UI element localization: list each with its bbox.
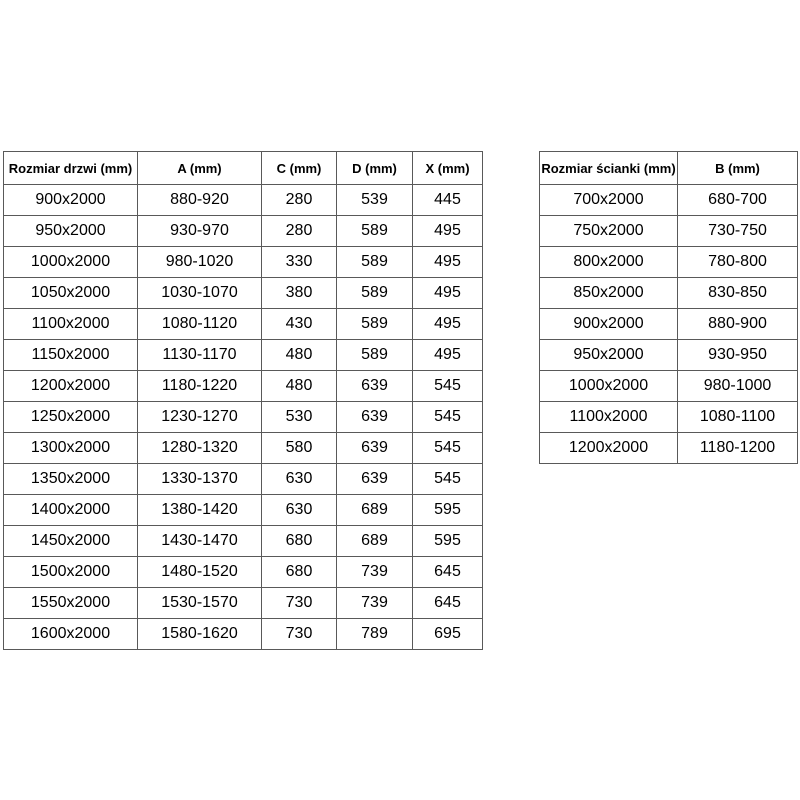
table-cell: 495 [413, 216, 483, 247]
table-cell: 545 [413, 371, 483, 402]
table-cell: 1100x2000 [540, 402, 678, 433]
table-cell: 495 [413, 247, 483, 278]
table-cell: 589 [337, 247, 413, 278]
table-cell: 580 [262, 433, 337, 464]
table-cell: 589 [337, 278, 413, 309]
table-cell: 645 [413, 557, 483, 588]
table-row [4, 557, 483, 588]
table-cell: 545 [413, 433, 483, 464]
table-cell: 595 [413, 495, 483, 526]
table-cell: 595 [413, 526, 483, 557]
table-cell: 495 [413, 309, 483, 340]
table-cell: 1550x2000 [4, 588, 138, 619]
table-cell: 730 [262, 588, 337, 619]
table-cell: 680 [262, 526, 337, 557]
table-row [4, 402, 483, 433]
table-cell: 930-950 [678, 340, 798, 371]
table-cell: 1000x2000 [540, 371, 678, 402]
table-row [4, 371, 483, 402]
table-row [4, 433, 483, 464]
table-cell: 680 [262, 557, 337, 588]
table-cell: 545 [413, 464, 483, 495]
table-cell: 1230-1270 [138, 402, 262, 433]
table-cell: 1480-1520 [138, 557, 262, 588]
table-row [4, 588, 483, 619]
table-cell: 930-970 [138, 216, 262, 247]
table-cell: 739 [337, 588, 413, 619]
table-cell: 1250x2000 [4, 402, 138, 433]
table-row [4, 216, 483, 247]
table-cell: 1280-1320 [138, 433, 262, 464]
table-cell: 1580-1620 [138, 619, 262, 650]
table-row [540, 340, 798, 371]
table-cell: 1430-1470 [138, 526, 262, 557]
table-cell: 1450x2000 [4, 526, 138, 557]
column-header: Rozmiar ścianki (mm) [540, 152, 678, 185]
table-cell: 980-1000 [678, 371, 798, 402]
table-cell: 750x2000 [540, 216, 678, 247]
table-cell: 280 [262, 185, 337, 216]
table-row [4, 340, 483, 371]
table-cell: 850x2000 [540, 278, 678, 309]
table-cell: 830-850 [678, 278, 798, 309]
table-cell: 695 [413, 619, 483, 650]
table-cell: 730 [262, 619, 337, 650]
table-cell: 680-700 [678, 185, 798, 216]
table-row [540, 216, 798, 247]
table-cell: 1030-1070 [138, 278, 262, 309]
table-cell: 1200x2000 [540, 433, 678, 464]
table-cell: 495 [413, 278, 483, 309]
table-cell: 880-920 [138, 185, 262, 216]
table-cell: 1380-1420 [138, 495, 262, 526]
column-header: D (mm) [337, 152, 413, 185]
table-cell: 589 [337, 216, 413, 247]
column-header: Rozmiar drzwi (mm) [4, 152, 138, 185]
table-cell: 589 [337, 340, 413, 371]
table-cell: 589 [337, 309, 413, 340]
table-cell: 900x2000 [540, 309, 678, 340]
table-cell: 1200x2000 [4, 371, 138, 402]
table-cell: 739 [337, 557, 413, 588]
table-cell: 1180-1200 [678, 433, 798, 464]
table-cell: 900x2000 [4, 185, 138, 216]
table-cell: 700x2000 [540, 185, 678, 216]
table-row [540, 278, 798, 309]
table-cell: 950x2000 [540, 340, 678, 371]
table-cell: 1600x2000 [4, 619, 138, 650]
table-cell: 730-750 [678, 216, 798, 247]
table-cell: 800x2000 [540, 247, 678, 278]
table-cell: 280 [262, 216, 337, 247]
table-row [540, 402, 798, 433]
table-cell: 330 [262, 247, 337, 278]
table-row [4, 526, 483, 557]
table-cell: 645 [413, 588, 483, 619]
table-cell: 530 [262, 402, 337, 433]
column-header: A (mm) [138, 152, 262, 185]
table-cell: 1530-1570 [138, 588, 262, 619]
table-cell: 1080-1100 [678, 402, 798, 433]
table-cell: 1330-1370 [138, 464, 262, 495]
table-cell: 539 [337, 185, 413, 216]
header-row [4, 152, 483, 185]
table-row [540, 185, 798, 216]
table-cell: 1300x2000 [4, 433, 138, 464]
table-row [4, 185, 483, 216]
column-header: C (mm) [262, 152, 337, 185]
table-cell: 880-900 [678, 309, 798, 340]
column-header: X (mm) [413, 152, 483, 185]
table-cell: 789 [337, 619, 413, 650]
table-cell: 950x2000 [4, 216, 138, 247]
table-cell: 639 [337, 402, 413, 433]
table-row [4, 495, 483, 526]
table-cell: 1130-1170 [138, 340, 262, 371]
header-row [540, 152, 798, 185]
table-row [540, 247, 798, 278]
table-row [540, 309, 798, 340]
table-row [4, 464, 483, 495]
table-cell: 630 [262, 464, 337, 495]
table-cell: 639 [337, 371, 413, 402]
table-cell: 689 [337, 495, 413, 526]
table-row [4, 247, 483, 278]
table-cell: 639 [337, 433, 413, 464]
table-cell: 1000x2000 [4, 247, 138, 278]
table-cell: 630 [262, 495, 337, 526]
wall-sizes-table [539, 151, 798, 464]
table-cell: 430 [262, 309, 337, 340]
table-row [4, 619, 483, 650]
table-row [540, 433, 798, 464]
table-cell: 1500x2000 [4, 557, 138, 588]
table-cell: 1180-1220 [138, 371, 262, 402]
table-cell: 1100x2000 [4, 309, 138, 340]
table-cell: 545 [413, 402, 483, 433]
table-cell: 1050x2000 [4, 278, 138, 309]
table-cell: 480 [262, 340, 337, 371]
table-cell: 639 [337, 464, 413, 495]
table-cell: 1150x2000 [4, 340, 138, 371]
table-cell: 689 [337, 526, 413, 557]
table-cell: 1400x2000 [4, 495, 138, 526]
table-cell: 380 [262, 278, 337, 309]
table-cell: 1080-1120 [138, 309, 262, 340]
table-cell: 1350x2000 [4, 464, 138, 495]
table-row [540, 371, 798, 402]
table-cell: 480 [262, 371, 337, 402]
door-sizes-table [3, 151, 483, 650]
table-cell: 445 [413, 185, 483, 216]
table-cell: 495 [413, 340, 483, 371]
table-cell: 780-800 [678, 247, 798, 278]
table-cell: 980-1020 [138, 247, 262, 278]
table-row [4, 309, 483, 340]
table-row [4, 278, 483, 309]
column-header: B (mm) [678, 152, 798, 185]
